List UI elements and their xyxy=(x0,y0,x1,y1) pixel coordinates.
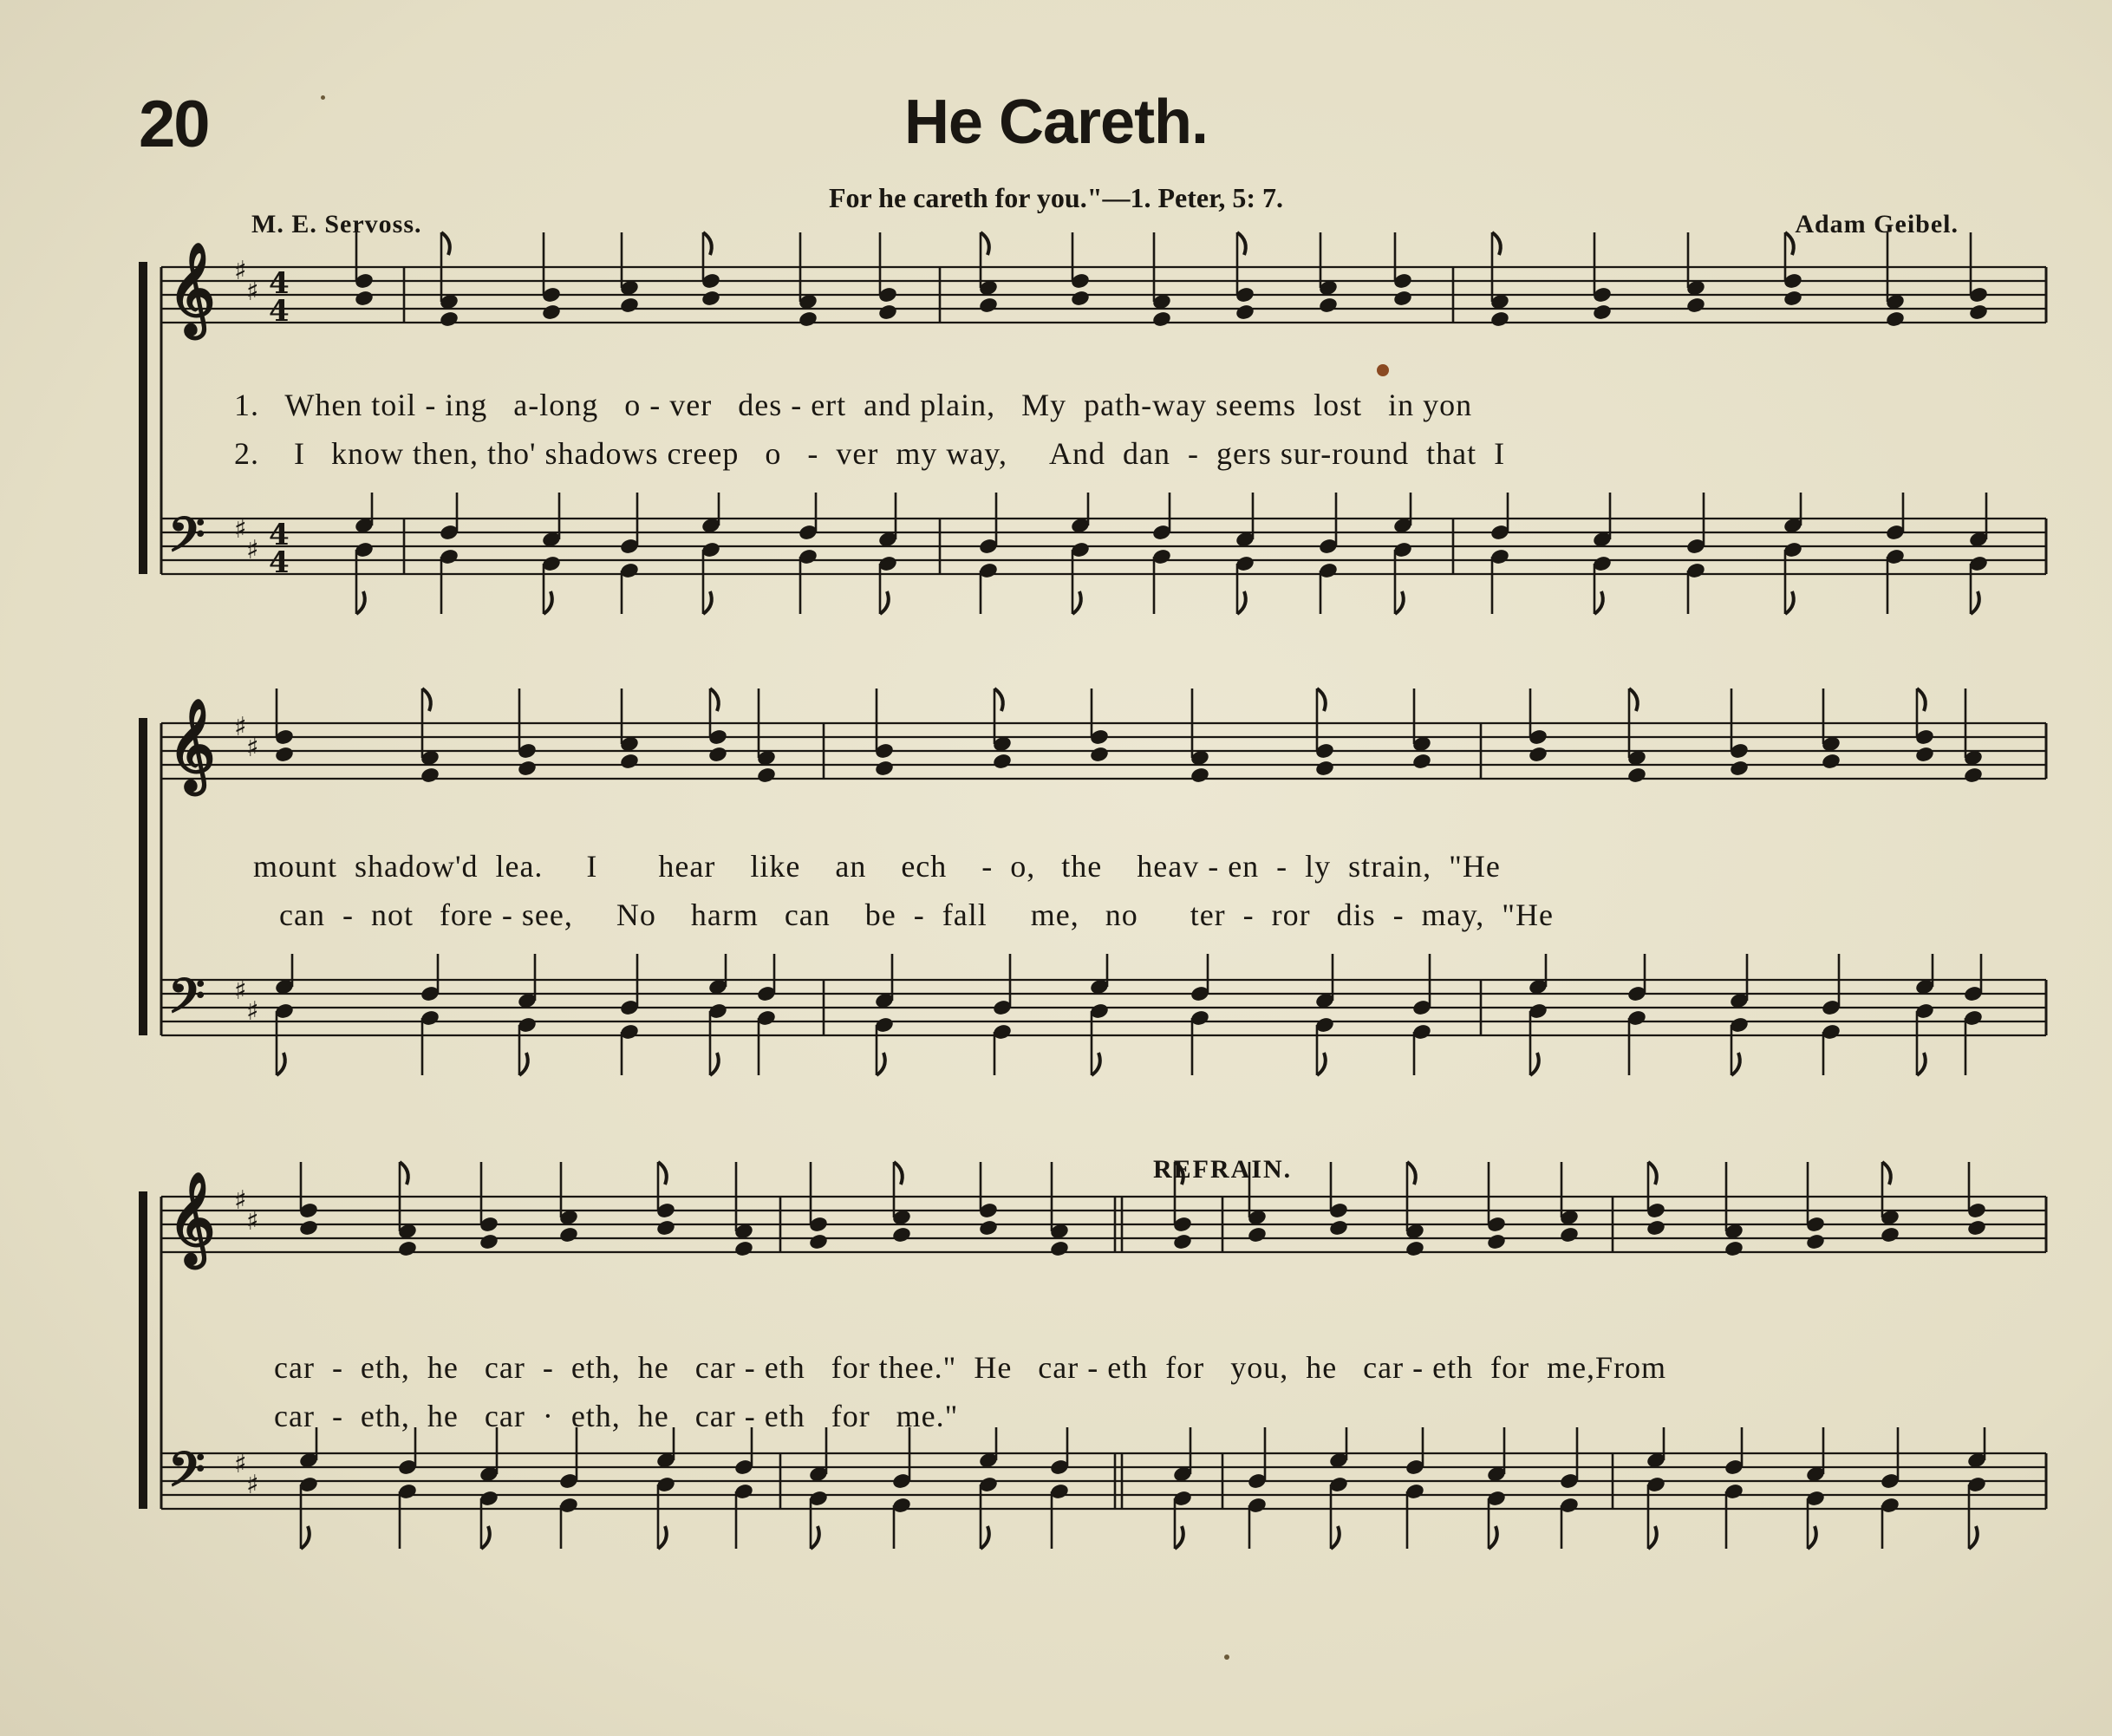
note-head xyxy=(798,310,818,329)
note-head xyxy=(619,297,640,315)
system-brace xyxy=(139,1191,147,1509)
note-head xyxy=(1235,303,1255,322)
note-head xyxy=(1783,290,1803,308)
note-flag xyxy=(658,1162,667,1185)
note-head xyxy=(701,290,721,308)
note-head xyxy=(1646,1219,1666,1237)
note-head xyxy=(479,1233,499,1251)
key-sharp: ♯ xyxy=(234,712,247,742)
note-head xyxy=(808,1233,829,1251)
note-flag xyxy=(1731,1053,1740,1075)
note-head xyxy=(619,753,640,771)
note-head xyxy=(1626,767,1647,785)
note-head xyxy=(733,1240,754,1258)
note-head xyxy=(1411,753,1432,771)
note-flag xyxy=(441,232,450,255)
note-flag xyxy=(481,1526,490,1549)
note-head xyxy=(874,760,895,778)
note-flag xyxy=(981,232,989,255)
note-flag xyxy=(1317,689,1326,711)
note-head xyxy=(1172,1233,1193,1251)
note-flag xyxy=(400,1162,408,1185)
note-flag xyxy=(1882,1162,1891,1185)
note-head xyxy=(1966,1219,1987,1237)
time-signature: 4 xyxy=(269,518,290,552)
key-sharp: ♯ xyxy=(246,1470,259,1500)
note-head xyxy=(1314,760,1335,778)
key-sharp: ♯ xyxy=(234,1449,247,1479)
note-head xyxy=(1247,1226,1268,1244)
note-flag xyxy=(1072,591,1081,614)
lyrics-system1-verse1: 1. When toil - ing a-long o - ver des - ert and plain, My path-way seems lost in yon xyxy=(234,388,1473,422)
note-flag xyxy=(1971,591,1979,614)
note-flag xyxy=(658,1526,667,1549)
bass-clef: 𝄢 xyxy=(168,968,205,1035)
paper-speck xyxy=(1224,1654,1229,1660)
note-head xyxy=(978,1219,999,1237)
note-flag xyxy=(1237,591,1246,614)
note-flag xyxy=(1331,1526,1340,1549)
note-head xyxy=(517,760,538,778)
note-head xyxy=(558,1226,579,1244)
key-sharp: ♯ xyxy=(246,535,259,565)
treble-clef: 𝄞 xyxy=(168,1171,216,1264)
note-head xyxy=(1049,1240,1070,1258)
note-flag xyxy=(1785,232,1794,255)
note-head xyxy=(1592,303,1613,322)
note-flag xyxy=(877,1053,885,1075)
note-head xyxy=(891,1226,912,1244)
note-flag xyxy=(703,591,712,614)
time-signature: 4 xyxy=(269,545,290,580)
note-flag xyxy=(1648,1526,1657,1549)
note-head xyxy=(354,290,375,308)
note-head xyxy=(1489,310,1510,329)
note-head xyxy=(1914,746,1935,764)
key-sharp: ♯ xyxy=(234,1185,247,1216)
note-head xyxy=(1968,303,1989,322)
note-head xyxy=(397,1240,418,1258)
paper-speck xyxy=(321,95,325,100)
note-head xyxy=(1729,760,1750,778)
note-flag xyxy=(1395,591,1404,614)
note-flag xyxy=(811,1526,819,1549)
note-flag xyxy=(356,591,365,614)
note-head xyxy=(1559,1226,1580,1244)
scripture-epigraph: For he careth for you."—1. Peter, 5: 7. xyxy=(828,182,1284,213)
lyrics-system3-verse2: car - eth, he car · eth, he car - eth for me." xyxy=(274,1399,959,1433)
note-flag xyxy=(1594,591,1603,614)
key-sharp: ♯ xyxy=(246,733,259,763)
bass-clef: 𝄢 xyxy=(168,506,205,574)
lyrics-system3-verse1: car - eth, he car - eth, he car - eth for thee." He car - eth for you, he car - eth for me,From xyxy=(274,1350,1667,1385)
note-flag xyxy=(894,1162,903,1185)
note-head xyxy=(439,310,460,329)
paper-speck xyxy=(1377,364,1389,376)
note-flag xyxy=(1530,1053,1539,1075)
note-flag xyxy=(1407,1162,1416,1185)
system-brace xyxy=(139,262,147,574)
note-head xyxy=(420,767,440,785)
note-head xyxy=(655,1219,676,1237)
note-flag xyxy=(1629,689,1638,711)
note-head xyxy=(1190,767,1210,785)
note-flag xyxy=(1175,1526,1183,1549)
refrain-label: REFRAIN. xyxy=(1153,1155,1293,1184)
note-head xyxy=(1528,746,1548,764)
note-flag xyxy=(519,1053,528,1075)
lyrics-system2-verse1: mount shadow'd lea. I hear like an ech - o, the heav - en - ly strain, "He xyxy=(253,849,1501,884)
note-flag xyxy=(1917,1053,1926,1075)
note-flag xyxy=(1969,1526,1978,1549)
page-number: 20 xyxy=(139,88,209,161)
note-head xyxy=(877,303,898,322)
note-head xyxy=(1963,767,1984,785)
note-head xyxy=(1685,297,1706,315)
note-flag xyxy=(1648,1162,1657,1185)
note-head xyxy=(1318,297,1339,315)
note-head xyxy=(1724,1240,1744,1258)
note-flag xyxy=(710,689,719,711)
lyrics-system1-verse2: 2. I know then, tho' shadows creep o - ver my way, And dan - gers sur-round that I xyxy=(234,436,1506,471)
note-flag xyxy=(710,1053,719,1075)
note-flag xyxy=(1317,1053,1326,1075)
note-head xyxy=(1151,310,1172,329)
note-flag xyxy=(1785,591,1794,614)
note-head xyxy=(978,297,999,315)
note-flag xyxy=(422,689,431,711)
note-head xyxy=(1089,746,1110,764)
time-signature: 4 xyxy=(269,294,290,329)
note-flag xyxy=(703,232,712,255)
note-flag xyxy=(1917,689,1926,711)
note-head xyxy=(1070,290,1091,308)
hymn-title: He Careth. xyxy=(903,88,1209,157)
treble-clef: 𝄞 xyxy=(168,241,216,335)
note-head xyxy=(541,303,562,322)
note-flag xyxy=(544,591,552,614)
lyricist-credit: M. E. Servoss. xyxy=(251,210,422,238)
note-flag xyxy=(1092,1053,1100,1075)
key-sharp: ♯ xyxy=(234,514,247,545)
note-flag xyxy=(981,1526,989,1549)
bass-clef: 𝄢 xyxy=(168,1441,205,1509)
key-sharp: ♯ xyxy=(246,996,259,1027)
note-head xyxy=(1486,1233,1507,1251)
key-sharp: ♯ xyxy=(246,277,259,307)
note-flag xyxy=(1492,232,1501,255)
note-flag xyxy=(277,1053,285,1075)
note-flag xyxy=(1237,232,1246,255)
note-head xyxy=(1392,290,1413,308)
note-head xyxy=(1405,1240,1425,1258)
note-head xyxy=(1328,1219,1349,1237)
note-flag xyxy=(1489,1526,1497,1549)
note-head xyxy=(1821,753,1841,771)
note-flag xyxy=(880,591,889,614)
note-flag xyxy=(301,1526,310,1549)
note-head xyxy=(1805,1233,1826,1251)
note-flag xyxy=(1808,1526,1816,1549)
note-head xyxy=(707,746,728,764)
time-signature: 4 xyxy=(269,266,290,301)
note-head xyxy=(1880,1226,1900,1244)
note-flag xyxy=(994,689,1003,711)
lyrics-system2-verse2: can - not fore - see, No harm can be - fall me, no ter - ror dis - may, "He xyxy=(253,897,1554,932)
note-head xyxy=(274,746,295,764)
note-head xyxy=(1885,310,1906,329)
system-brace xyxy=(139,718,147,1035)
treble-clef: 𝄞 xyxy=(168,697,216,791)
key-sharp: ♯ xyxy=(234,256,247,286)
note-head xyxy=(756,767,777,785)
composer-credit: Adam Geibel. xyxy=(1795,210,1959,238)
note-head xyxy=(298,1219,319,1237)
key-sharp: ♯ xyxy=(234,976,247,1006)
key-sharp: ♯ xyxy=(246,1206,259,1237)
note-flag xyxy=(1175,1162,1183,1185)
note-head xyxy=(992,753,1013,771)
